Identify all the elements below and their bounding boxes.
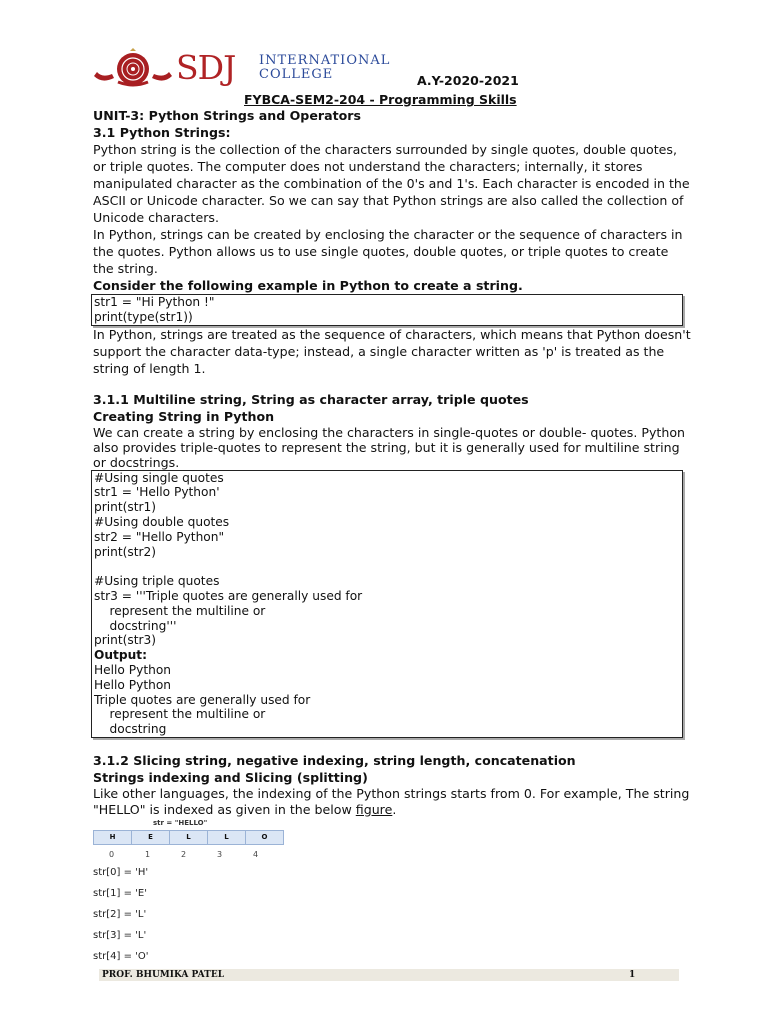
index-label: 0 [108,849,115,859]
index-line: str[0] = 'H' [93,866,149,878]
para-text: Like other languages, the indexing of the Python strings starts from 0. For example, The string "HELLO" is indexed as given in the below [93,785,690,817]
code-line: str1 = "Hi Python !" [94,295,215,309]
document-body [93,107,693,960]
output-line: Triple quotes are generally used for [94,692,311,707]
section-3-1-para3: In Python, strings are treated as the sequence of characters, which means that Python doesn't support the character data-type; instead, a single character written as 'p' is treated as the string of length 1. [93,326,691,376]
output-line: Hello Python [94,662,172,677]
page-header [92,48,692,92]
index-label: 2 [180,849,187,859]
code-line: print(type(str1)) [94,309,193,324]
unit-title: UNIT-3: Python Strings and Operators [93,108,361,123]
section-3-1-1-subtitle: Creating String in Python [93,408,275,424]
code-line: #Using triple quotes [94,574,220,589]
index-line: str[2] = 'L' [93,908,147,920]
code-line: print(str1) [94,500,157,515]
section-3-1-title: 3.1 Python Strings: [93,125,231,140]
index-label: 4 [252,849,259,859]
code-line: str3 = '''Triple quotes are generally used for [94,588,363,603]
section-3-1-2-subtitle: Strings indexing and Slicing (splitting) [93,769,368,785]
college-logo-text: SDJ [176,48,236,87]
char-cell: O [245,830,284,845]
index-line: str[4] = 'O' [93,950,149,962]
page-number: 1 [629,970,636,980]
index-line: str[1] = 'E' [93,887,147,899]
college-crest-icon [92,48,174,88]
logo-sub-college: COLLEGE [259,67,334,82]
author-name: PROF. BHUMIKA PATEL [102,970,225,980]
section-3-1-para1: Python string is the collection of the characters surrounded by single quotes, double quotes, or triple quotes. The computer does not understand the characters; internally, it stores manipulated character as the combination of the 0's and 1's. Each character is encoded in the ASCII or Unicode character. So we can say that Python strings are also called the collection of Unicode characters. [93,142,690,225]
code-line [94,559,678,574]
code-line: print(str3) [94,633,157,648]
section-3-1-1-para: We can create a string by enclosing the characters in single-quotes or double- quotes. Python also provides triple-quotes to represent the string, but it is generally used for multiline string or docstrings. [93,424,686,470]
char-cell: L [207,830,246,845]
code-line: str2 = "Hello Python" [94,529,225,544]
code-line: print(str2) [94,544,157,559]
figure-title: str = "HELLO" [153,818,208,827]
index-line: str[3] = 'L' [93,929,147,941]
page-footer [99,969,679,981]
code-box-1 [91,294,683,326]
section-3-1-2-para [93,786,693,818]
char-cell: L [169,830,208,845]
section-3-1-para2: In Python, strings can be created by enclosing the character or the sequence of characters in the quotes. Python allows us to use single quotes, double quotes, or triple quotes to create the string. [93,227,683,276]
figure-link[interactable]: figure [355,801,393,817]
logo-sub-international: INTERNATIONAL [259,53,391,68]
index-label: 3 [216,849,223,859]
section-3-1-1-title: 3.1.1 Multiline string, String as character array, triple quotes [93,391,529,407]
college-logo-subtitle [259,54,390,82]
index-label: 1 [144,849,151,859]
char-cell: E [131,830,170,845]
code-line: docstring''' [94,618,177,633]
code-line: #Using double quotes [94,514,230,529]
code-line: represent the multiline or [94,603,266,618]
output-label: Output: [94,648,147,663]
course-title: FYBCA-SEM2-204 - Programming Skills [244,92,517,107]
section-3-1-2-title: 3.1.2 Slicing string, negative indexing, string length, concatenation [93,752,576,768]
example-heading: Consider the following example in Python to create a string. [93,278,523,293]
output-line: represent the multiline or [94,707,266,722]
char-cells [93,830,283,845]
para-end: . [392,801,397,817]
hello-index-figure [93,820,293,960]
char-cell: H [93,830,132,845]
academic-year: A.Y-2020-2021 [417,73,519,88]
output-line: docstring [94,722,167,737]
output-line: Hello Python [94,677,172,692]
code-line: #Using single quotes [94,470,224,485]
code-box-2 [91,470,683,738]
code-line: str1 = 'Hello Python' [94,485,220,500]
